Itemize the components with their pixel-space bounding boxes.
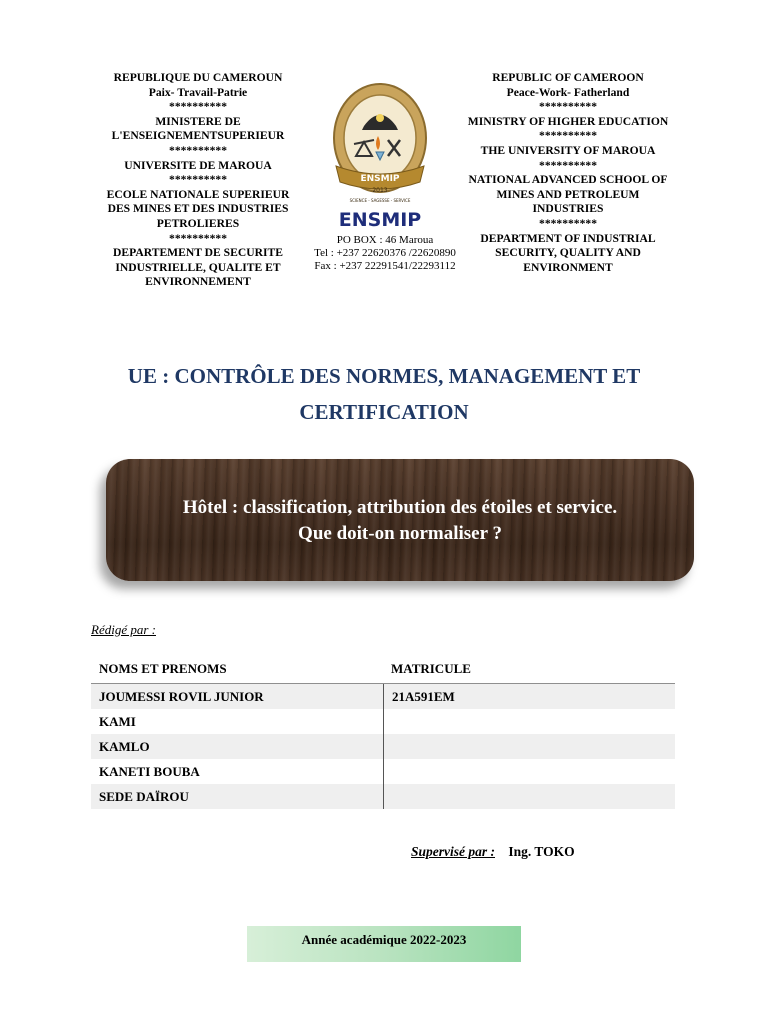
header-line: Paix- Travail-Patrie — [148, 85, 248, 99]
table-row — [91, 734, 675, 759]
table-row — [91, 784, 675, 809]
header-line: MINISTERE DE — [155, 114, 241, 128]
column-header-names: NOMS ET PRENOMS — [99, 661, 227, 676]
subject-title-line-1: Hôtel : classification, attribution des étoiles et service. — [182, 497, 618, 518]
header-line: DES MINES ET DES INDUSTRIES — [107, 202, 289, 216]
header-line: NATIONAL ADVANCED SCHOOL OF — [468, 173, 668, 187]
header-line: MINISTRY OF HIGHER EDUCATION — [467, 114, 669, 128]
logo-ring-text: ENSMIP — [360, 174, 400, 184]
table-row — [91, 709, 675, 734]
header-line: L'ENSEIGNEMENTSUPERIEUR — [111, 129, 285, 143]
logo-wordmark: ENSMIP — [338, 209, 422, 231]
header-line: ENVIRONNEMENT — [145, 275, 251, 289]
header-line: PETROLIERES — [156, 216, 240, 230]
header-line: SECURITY, QUALITY AND — [495, 246, 641, 260]
student-name: SEDE DAÏROU — [99, 788, 189, 804]
subject-title-line-2: Que doit-on normaliser ? — [298, 523, 502, 544]
student-name: KANETI BOUBA — [99, 763, 200, 779]
academic-year-badge: Année académique 2022-2023 — [247, 926, 521, 962]
header-line: REPUBLIC OF CAMEROON — [492, 71, 644, 84]
header-line: REPUBLIQUE DU CAMEROUN — [113, 71, 283, 84]
header-separator: ********** — [539, 216, 597, 230]
student-name: JOUMESSI ROVIL JUNIOR — [99, 688, 264, 704]
header-separator: ********** — [169, 231, 227, 245]
supervisor-name: Ing. TOKO — [508, 844, 575, 859]
header-line: Peace-Work- Fatherland — [506, 85, 630, 99]
student-name: KAMI — [99, 713, 136, 729]
student-matricule — [383, 759, 675, 784]
fax: Fax : +237 22291541/22293112 — [314, 260, 456, 272]
header-separator: ********** — [169, 143, 227, 157]
header-separator: ********** — [539, 100, 597, 114]
supervisor-line — [411, 844, 575, 860]
written-by-label: Rédigé par : — [91, 622, 156, 637]
header-line: DEPARTEMENT DE SECURITE — [113, 246, 283, 260]
header-line: INDUSTRIES — [532, 202, 604, 216]
logo-year: 2013 — [372, 187, 388, 194]
logo-motto: SCIENCE - SAGESSE - SERVICE — [349, 198, 411, 203]
student-matricule — [383, 709, 675, 734]
header-line: ECOLE NATIONALE SUPERIEUR — [106, 187, 290, 201]
header-left-french — [98, 71, 298, 290]
header-line: INDUSTRIELLE, QUALITE ET — [115, 260, 281, 274]
student-matricule — [383, 784, 675, 809]
telephone: Tel : +237 22620376 /22620890 — [314, 247, 456, 259]
table-row — [91, 684, 675, 709]
header-line: THE UNIVERSITY OF MAROUA — [480, 143, 656, 157]
ensmip-logo-icon — [328, 82, 432, 232]
column-header-matricule: MATRICULE — [391, 661, 471, 676]
header-line: MINES AND PETROLEUM — [496, 187, 640, 201]
course-title-line-2: CERTIFICATION — [299, 400, 469, 424]
header-separator: ********** — [539, 129, 597, 143]
student-matricule: 21A591EM — [383, 684, 675, 709]
students-table — [91, 655, 675, 809]
subject-title — [106, 495, 694, 547]
header-separator: ********** — [169, 173, 227, 187]
po-box: PO BOX : 46 Maroua — [336, 234, 434, 246]
course-title — [60, 358, 708, 430]
header-separator: ********** — [539, 158, 597, 172]
contact-block — [300, 234, 470, 273]
student-matricule — [383, 734, 675, 759]
header-line: UNIVERSITE DE MAROUA — [124, 158, 272, 172]
header-separator: ********** — [169, 100, 227, 114]
table-row — [91, 759, 675, 784]
supervisor-label: Supervisé par : — [411, 844, 495, 859]
course-title-line-1: UE : CONTRÔLE DES NORMES, MANAGEMENT ET — [127, 364, 641, 388]
table-header-row — [91, 655, 675, 684]
header-right-english — [460, 71, 676, 275]
header-line: ENVIRONMENT — [523, 260, 613, 274]
student-name: KAMLO — [99, 738, 150, 754]
header-line: DEPARTMENT OF INDUSTRIAL — [480, 231, 656, 245]
subject-banner — [106, 459, 694, 581]
